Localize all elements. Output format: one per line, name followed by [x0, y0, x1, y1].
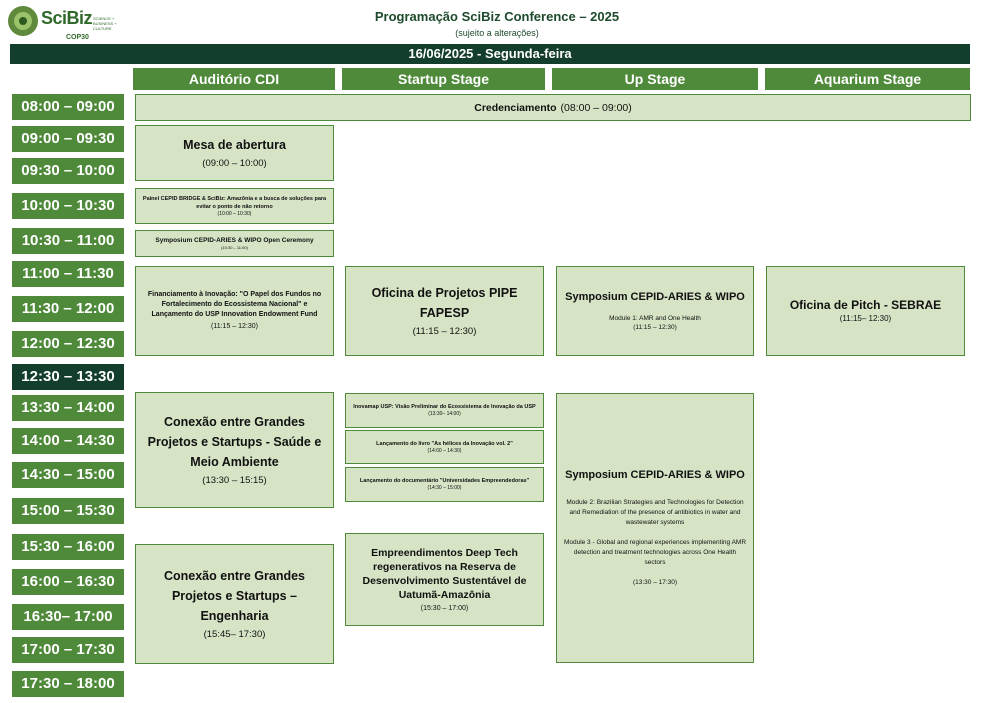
- session-inovamap: [345, 393, 544, 428]
- session-module-3: Module 3 - Global and regional experiences implementing AMR detection and treatment technologies across One Health sectors: [563, 539, 747, 566]
- session-time: (11:15– 12:30): [839, 314, 892, 323]
- session-lancamento-livro: [345, 430, 544, 464]
- time-slot: 09:30 – 10:00: [12, 158, 124, 184]
- session-title: Oficina de Projetos PIPE FAPESP: [371, 286, 518, 320]
- logo-tagline: SCIENCE + BUSINESS + CULTURE: [93, 16, 117, 31]
- session-title: Mesa de abertura: [183, 138, 286, 152]
- date-bar: 16/06/2025 - Segunda-feira: [10, 44, 970, 64]
- time-slot: 14:00 – 14:30: [12, 428, 124, 454]
- session-title: Painel CEPID BRIDGE & SciBiz: Amazônia e a busca de soluções para evitar o ponto de não retorno: [142, 195, 327, 210]
- stage-header-auditorio: Auditório CDI: [133, 68, 335, 90]
- time-slot: 16:30– 17:00: [12, 604, 124, 630]
- session-title: Financiamento à Inovação: "O Papel dos Fundos no Fortalecimento do Ecossistema Nacional" e Lançamento do USP Innovation Endowment Fund: [147, 291, 322, 318]
- session-deep-tech: [345, 533, 544, 626]
- session-time: (13:30 – 17:30): [632, 579, 678, 586]
- time-slot: 11:30 – 12:00: [12, 296, 124, 322]
- session-symposium-modules-2-3: [556, 393, 754, 663]
- session-title: Conexão entre Grandes Projetos e Startups – Engenharia: [163, 569, 305, 623]
- time-slot: 10:30 – 11:00: [12, 228, 124, 254]
- session-title: Oficina de Pitch - SEBRAE: [789, 298, 942, 312]
- session-title: Inovamap USP: Visão Preliminar do Ecossistema de Inovação da USP: [353, 404, 536, 410]
- session-time: (14:00 – 14:30): [427, 447, 462, 454]
- session-title: Empreendimentos Deep Tech regenerativos na Reserva de Desenvolvimento Sustentável de Uatumã-Amazônia: [362, 546, 527, 601]
- session-financiamento: [135, 266, 334, 356]
- session-credenciamento: [135, 94, 971, 121]
- logo-sub: COP30: [66, 34, 89, 41]
- session-module-2: Module 2: Brazilian Strategies and Technologies for Detection and Remediation of the presence of antibiotics in water and wastewater systems: [566, 499, 744, 526]
- session-time: (11:15 – 12:30): [412, 326, 477, 337]
- session-time: (10:00 – 10:30): [217, 210, 252, 217]
- session-time: (11:15 – 12:30): [211, 323, 258, 330]
- session-conexao-saude: [135, 392, 334, 508]
- session-time: (08:00 – 09:00): [560, 101, 632, 114]
- session-symposium-open: [135, 230, 334, 257]
- session-module: Module 1: AMR and One Health: [609, 314, 701, 322]
- session-mesa-abertura: [135, 125, 334, 181]
- time-slot: 11:00 – 11:30: [12, 261, 124, 287]
- session-symposium-module1: [556, 266, 754, 356]
- session-pipe-fapesp: [345, 266, 544, 356]
- time-slot: 17:30 – 18:00: [12, 671, 124, 697]
- session-lancamento-documentario: [345, 467, 544, 502]
- logo-name: SciBiz: [41, 8, 93, 28]
- time-slot-lunch: 12:30 – 13:30: [12, 364, 124, 390]
- session-title: Lançamento do livro "As hélices da Inovação vol. 2": [376, 440, 513, 447]
- session-title: Lançamento do documentário "Universidades Empreendedoras": [359, 478, 530, 484]
- stage-header-aquarium: Aquarium Stage: [765, 68, 970, 90]
- session-time: (09:00 – 10:00): [202, 158, 267, 169]
- session-time: (10:30 – 11:00): [221, 245, 248, 250]
- page-subtitle: (sujeito a alterações): [455, 28, 539, 38]
- stage-header-startup: Startup Stage: [342, 68, 545, 90]
- session-conexao-engenharia: [135, 544, 334, 664]
- session-title: Symposium CEPID-ARIES & WIPO Open Ceremony: [155, 237, 314, 244]
- time-slot: 09:00 – 09:30: [12, 126, 124, 152]
- session-time: (15:45– 17:30): [203, 629, 266, 640]
- session-pitch-sebrae: [766, 266, 965, 356]
- session-title: Symposium CEPID-ARIES & WIPO: [565, 290, 745, 303]
- time-slot: 16:00 – 16:30: [12, 569, 124, 595]
- time-slot: 17:00 – 17:30: [12, 637, 124, 663]
- page-title: Programação SciBiz Conference – 2025: [374, 9, 620, 24]
- session-time: (13:30– 14:00): [428, 411, 461, 417]
- session-time: (13:30 – 15:15): [202, 475, 267, 486]
- stage-header-up: Up Stage: [552, 68, 758, 90]
- session-time: (15:30 – 17:00): [420, 604, 469, 612]
- time-slot: 08:00 – 09:00: [12, 94, 124, 120]
- session-title: Credenciamento: [474, 101, 557, 114]
- time-slot: 12:00 – 12:30: [12, 331, 124, 357]
- session-title: Symposium CEPID-ARIES & WIPO: [565, 469, 745, 481]
- time-slot: 15:30 – 16:00: [12, 534, 124, 560]
- time-slot: 15:00 – 15:30: [12, 498, 124, 524]
- session-time: (11:15 – 12:30): [633, 323, 677, 331]
- session-painel: [135, 188, 334, 224]
- time-slot: 14:30 – 15:00: [12, 462, 124, 488]
- time-slot: 13:30 – 14:00: [12, 395, 124, 421]
- session-title: Conexão entre Grandes Projetos e Startups - Saúde e Meio Ambiente: [147, 415, 322, 469]
- session-time: (14:30 – 15:00): [427, 485, 462, 491]
- time-slot: 10:00 – 10:30: [12, 193, 124, 219]
